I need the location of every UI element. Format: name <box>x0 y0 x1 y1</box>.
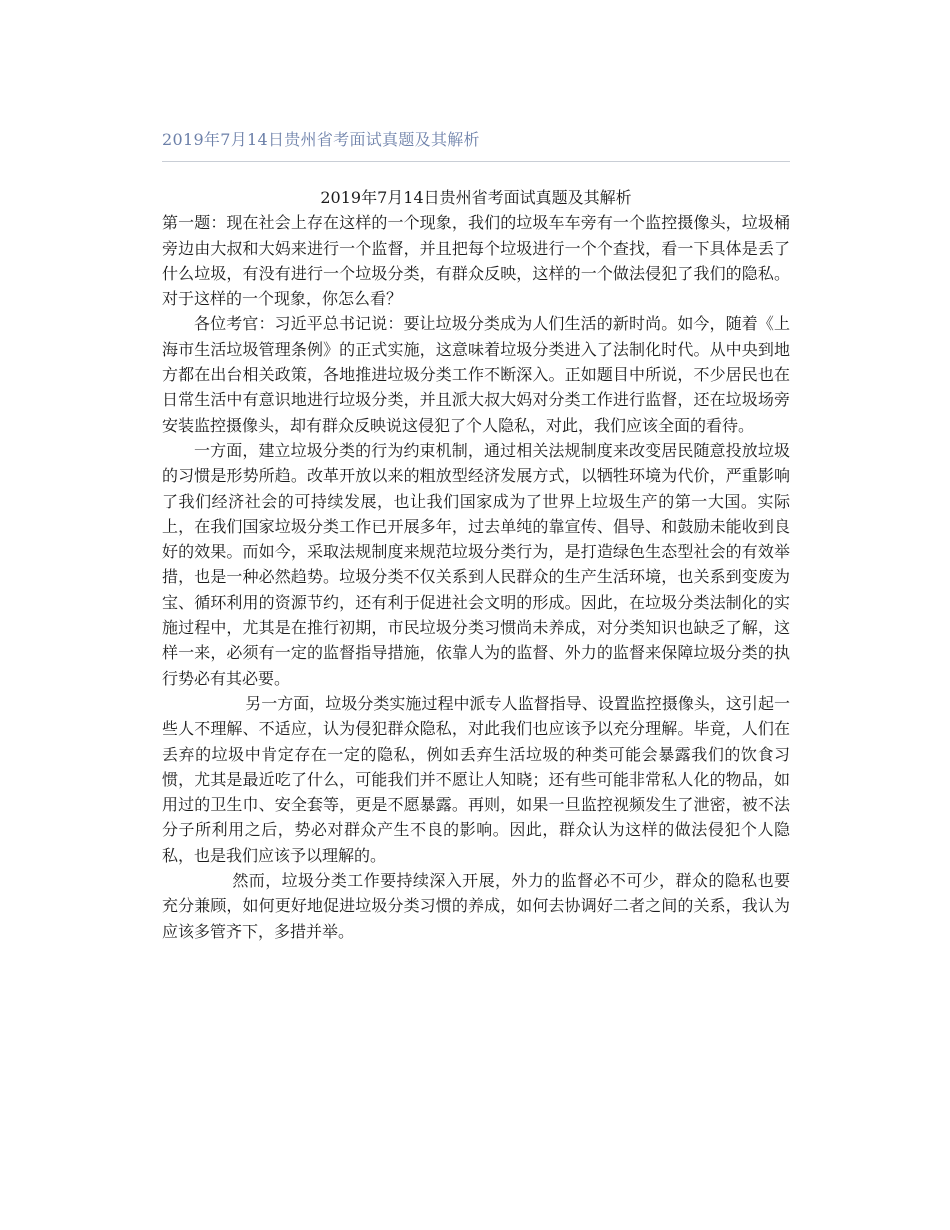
answer-paragraph-1: 各位考官：习近平总书记说：要让垃圾分类成为人们生活的新时尚。如今，随着《上海市生活垃圾管理条例》的正式实施，这意味着垃圾分类进入了法制化时代。从中央到地方都在出台相关政策，各地推进垃圾分类工作不断深入。正如题目中所说，不少居民也在日常生活中有意识地进行垃圾分类，并且派大叔大妈对分类工作进行监督，还在垃圾场旁安装监控摄像头，却有群众反映说这侵犯了个人隐私，对此，我们应该全面的看待。 <box>162 314 790 435</box>
document-title: 2019年7月14日贵州省考面试真题及其解析 <box>320 188 632 207</box>
answer-paragraph-4: 然而，垃圾分类工作要持续深入开展，外力的监督必不可少，群众的隐私也要充分兼顾，如何更好地促进垃圾分类习惯的养成，如何去协调好二者之间的关系，我认为应该多管齐下，多措并举。 <box>162 871 790 941</box>
document-body <box>162 185 790 944</box>
answer-paragraph-3: 另一方面，垃圾分类实施过程中派专人监督指导、设置监控摄像头，这引起一些人不理解、不适应，认为侵犯群众隐私，对此我们也应该予以充分理解。毕竟，人们在丢弃的垃圾中肯定存在一定的隐私，例如丢弃生活垃圾的种类可能会暴露我们的饮食习惯，尤其是最近吃了什么，可能我们并不愿让人知晓；还有些可能非常私人化的物品，如用过的卫生巾、安全套等，更是不愿暴露。再则，如果一旦监控视频发生了泄密，被不法分子所利用之后，势必对群众产生不良的影响。因此，群众认为这样的做法侵犯个人隐私，也是我们应该予以理解的。 <box>162 693 790 865</box>
question-paragraph: 第一题：现在社会上存在这样的一个现象，我们的垃圾车车旁有一个监控摄像头，垃圾桶旁边由大叔和大妈来进行一个监督，并且把每个垃圾进行一个个查找，看一下具体是丢了什么垃圾，有没有进行一个垃圾分类，有群众反映，这样的一个做法侵犯了我们的隐私。对于这样的一个现象，你怎么看？ <box>162 213 790 309</box>
answer-paragraph-2: 一方面，建立垃圾分类的行为约束机制，通过相关法规制度来改变居民随意投放垃圾的习惯是形势所趋。改革开放以来的粗放型经济发展方式，以牺牲环境为代价，严重影响了我们经济社会的可持续发展，也让我们国家成为了世界上垃圾生产的第一大国。实际上，在我们国家垃圾分类工作已开展多年，过去单纯的靠宣传、倡导、和鼓励未能收到良好的效果。而如今，采取法规制度来规范垃圾分类行为，是打造绿色生态型社会的有效举措，也是一种必然趋势。垃圾分类不仅关系到人民群众的生产生活环境，也关系到变废为宝、循环利用的资源节约，还有利于促进社会文明的形成。因此，在垃圾分类法制化的实施过程中，尤其是在推行初期，市民垃圾分类习惯尚未养成，对分类知识也缺乏了解，这样一来，必须有一定的监督指导措施，依靠人为的监督、外力的监督来保障垃圾分类的执行势必有其必要。 <box>162 440 790 688</box>
header-divider <box>162 161 790 162</box>
header-title: 2019年7月14日贵州省考面试真题及其解析 <box>162 130 480 149</box>
